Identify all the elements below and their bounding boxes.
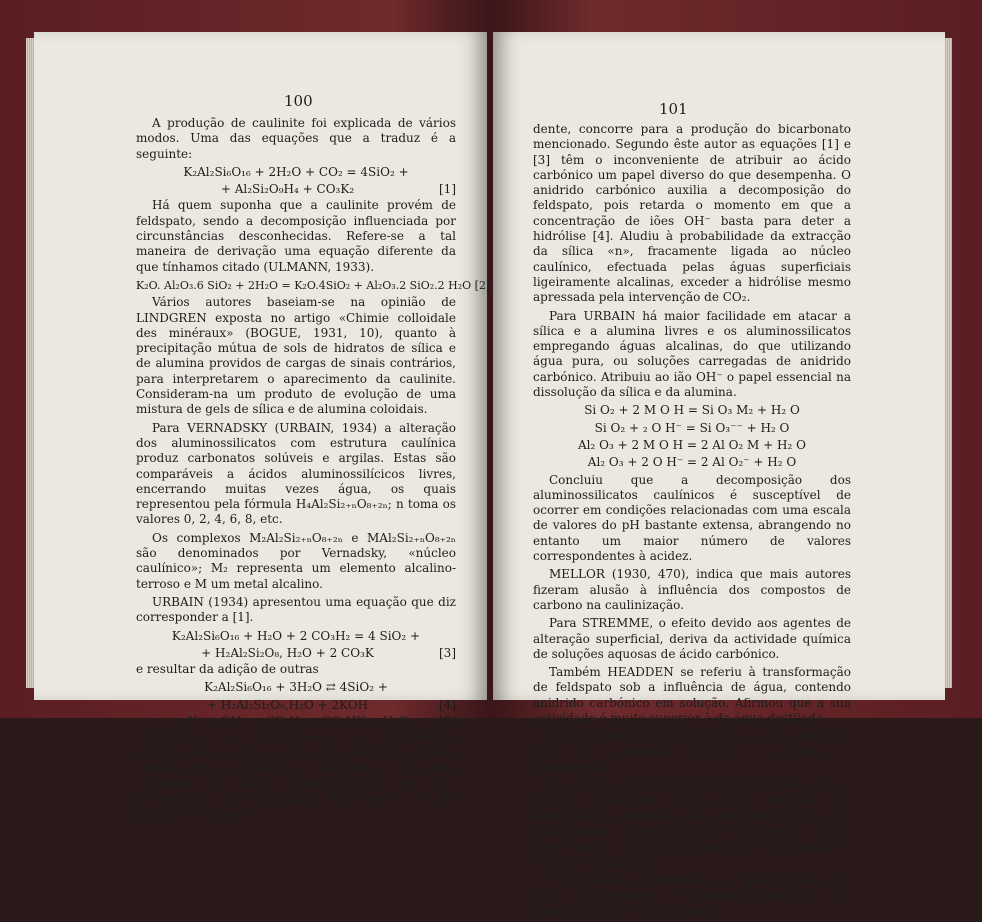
equation: K₂Al₂Si₆O₁₆ + H₂O + 2 CO₃H₂ = 4 SiO₂ + — [171, 628, 421, 643]
equation: K₂Al₂Si₆O₁₆ + 2H₂O + CO₂ = 4SiO₂ + — [183, 164, 409, 179]
paragraph: dente, concorre para a produção do bicarbonato mencionado. Segundo êste autor as equações [1] e [3] têm o inconveniente de atribuir ao ácido carbónico um papel diverso do que desempenha. O anidrido carbónico auxilia a decomposição do feldspato, pois retarda o momento em que a concentração de iões OH⁻ basta para deter a hidrólise [4]. Aludiu à probabilidade da extracção da sílica «n», fracamente ligada ao núcleo caulínico, efectuada pelas águas superficiais ligeiramente alcalinas, exceder a hidrólise mesmo apressada pela intervenção de CO₂. — [533, 122, 851, 305]
equation: Si O₂ + ₂ O H⁻ = Si O₃⁻⁻ + H₂ O — [594, 420, 790, 435]
equation: Al₂ O₃ + 2 M O H = 2 Al O₂ M + H₂ O — [578, 437, 806, 452]
paragraph: Concluiu que a decomposição dos aluminossilicatos caulínicos é susceptível de ocorrer em condições relacionadas com uma escala de valores do pH bastante extensa, abrangendo no entanto um maior número de valores correspondentes à acidez. — [533, 472, 851, 564]
equation: + Al₂Si₂O₉H₄ + CO₃K₂ — [220, 182, 355, 197]
equation: K₂O. Al₂O₃.6 SiO₂ + 2H₂O = K₂O.4SiO₂ + Al₂O₃.2 SiO₂.2 H₂O [2] — [136, 278, 491, 292]
equation: K₂Al₂Si₆O₁₆ + 3H₂O ⇄ 4SiO₂ + — [204, 680, 388, 695]
equation-row — [136, 714, 456, 729]
equation: K⁺ + OH⁻ + CO₃H₂ ⇄ CO₃HK + H₂O — [187, 713, 409, 728]
equation-number: [4] — [439, 697, 456, 712]
equation: + H₂Al₂Si₂O₈, H₂O + 2 CO₃K — [201, 645, 374, 660]
paragraph: Vários autores baseiam-se na opinião de LINDGREN exposta no artigo «Chimie colloidale des minéraux» (BOGUE, 1931, 10), quanto à precipitação mútua de sols de hidratos de sílica e de alumina providos de cargas de sinais contrários, para interpretarem o aparecimento da caulinite. Consideram-na um produto de evolução de uma mistura de gels de sílica e de alumina coloidais. — [136, 295, 456, 417]
paragraph: Encontram-se referências à possibilidade da água de drenagem de pântanos, turfeiras e de lignitos intervir na caulinização — [533, 872, 851, 918]
paragraph: MELLOR (1930, 470), indica que mais autores fizeram alusão à influência dos compostos de carbono na caulinização. — [533, 567, 851, 612]
paragraph: Também HEADDEN se referiu à transformação de feldspato sob a influência de água, contendo anidrido carbónico em solução. Afirmou que a sua actividade é muito superior à da água destilada. — [533, 665, 851, 725]
paragraph: Para STREMME, o efeito devido aos agentes de alteração superficial, deriva da actividade química de soluções aquosas de ácido carbónico. — [533, 616, 851, 661]
paragraph: Segundo MULLER e STRUVE, a acção exercida pelo CO₂ aumenta quando se submete à compressão. — [533, 729, 851, 774]
equation-row — [136, 646, 456, 661]
paragraph: A produção de caulinite foi explicada de vários modos. Uma das equações que a traduz é a seguinte: — [136, 116, 456, 161]
equation: Si O₂ + 2 M O H = Si O₃ M₂ + H₂ O — [584, 403, 800, 418]
equation: Al₂ O₃ + 2 O H⁻ = 2 Al O₂⁻ + H₂ O — [587, 455, 797, 470]
equation-row — [136, 182, 456, 197]
equation-number: [5] — [439, 713, 456, 728]
page-edges-right — [944, 38, 952, 688]
equation-prefix: e — [150, 713, 158, 728]
paragraph: e resultar da adição de outras — [136, 662, 319, 677]
left-page — [34, 32, 491, 821]
paragraph: Há quem suponha que a caulinite provém de feldspato, sendo a decomposição influenciada por circunstâncias desconhecidas. Refere-se a tal maneira de derivação uma equação diferente da que tínhamos citado (ULMANN, 1933). — [136, 198, 456, 274]
page-number: 101 — [659, 100, 688, 118]
page-number: 100 — [284, 92, 313, 110]
paragraph: Para URBAIN há maior facilidade em atacar a sílica e a alumina livres e os aluminossilicatos empregando águas alcalinas, do que utilizando água pura, ou soluções carregadas de anidrido carbónico. Atribuiu ao ião OH⁻ o papel essencial na dissolução da sílica e da alumina. — [533, 308, 851, 400]
right-page-text — [533, 122, 851, 922]
paragraph: Os complexos M₂Al₂Si₂₊ₙO₈₊₂ₙ e MAl₂Si₂₊ₙO₈₊₂ₙ são denominados por Vernadsky, «núcleo caulínico»; M₂ representa um elemento alcalino-terroso e M um metal alcalino. — [136, 530, 456, 591]
equation-number: [3] — [439, 645, 456, 660]
equation: + H₂Al₂Si₂O₈,H₂O + 2KOH — [206, 697, 369, 712]
paragraph: Explicou o aparecimento do bicarbonato mencionado em [5]. A H₂O citada em [4] é água da chuva ácida, saturada de anidrido e de ácido carbónico; os catiões neutralizam os iões OH⁻ provenientes da dissociação das bases e o ião positivo correspon- — [136, 730, 456, 821]
equation-number: [1] — [439, 182, 456, 197]
paragraph: URBAIN (1934) apresentou uma equação que diz corresponder a [1]. — [136, 594, 456, 625]
right-page — [493, 32, 945, 918]
paragraph: No entanto WÜST e SMIRNOFF admitem que os efeitos produzidos pelo ácido carbónico na alteração de minerais, são excedidos pelos dos ácidos úmico e crénico. WÜST considera o ácido úmico como o factor importante na caulinização de rochas feldspáticas. — [533, 778, 851, 869]
equation-row — [136, 698, 456, 713]
left-page-text — [136, 116, 491, 825]
paragraph: Para VERNADSKY (URBAIN, 1934) a alteração dos aluminossilicatos com estrutura caulínica produz carbonatos solúveis e argilas. Estas são comparáveis a ácidos aluminossilícicos livres, encerrando muitas vezes água, os quais representou pela fórmula H₄Al₂Si₂₊ₙO₈₊₂ₙ; n toma os valores 0, 2, 4, 6, 8, etc. — [136, 420, 456, 527]
